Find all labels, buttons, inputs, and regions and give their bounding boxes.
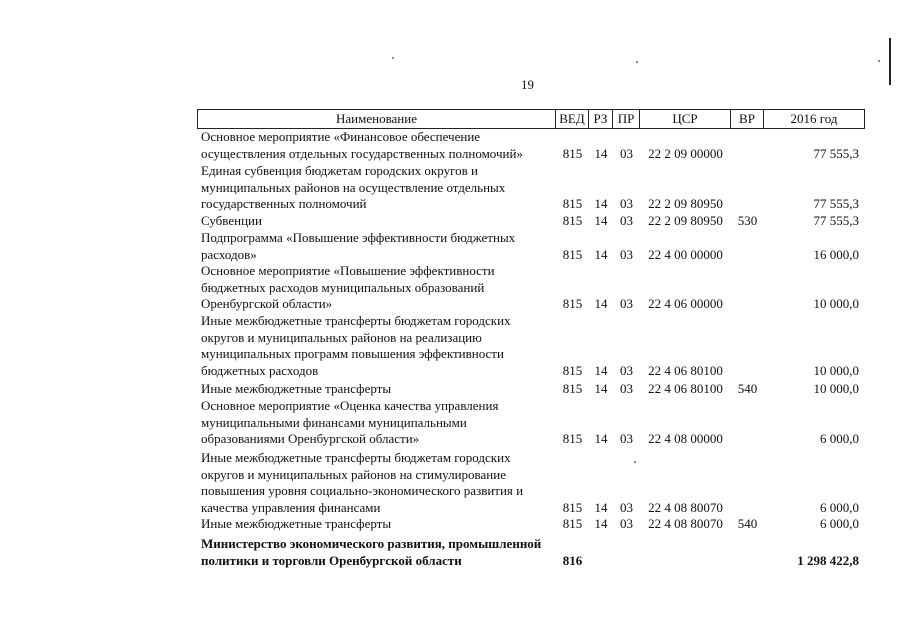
row-ved: 815 (562, 381, 583, 396)
row-pr: 03 (620, 145, 633, 161)
row-csr: 22 2 09 80950 (648, 196, 723, 212)
row-name-line: Оренбургской области» (201, 296, 333, 312)
row-vr: 530 (737, 213, 758, 228)
row-amount: 77 555,3 (813, 196, 859, 212)
row-csr: 22 4 08 80070 (648, 500, 723, 516)
row-name-line: Иные межбюджетные трансферты (201, 516, 392, 531)
row-ved: 815 (562, 145, 583, 161)
row-name-line: муниципальных программ повышения эффективности (201, 346, 504, 362)
row-pr: 03 (620, 363, 633, 379)
row-pr: 03 (620, 296, 633, 312)
row-csr: 22 2 09 00000 (648, 145, 723, 161)
row-pr: 03 (620, 213, 633, 228)
row-pr: 03 (620, 381, 633, 396)
row-csr: 22 4 08 80070 (648, 516, 723, 531)
header-year: 2016 год (764, 109, 865, 129)
row-rz: 14 (594, 363, 608, 379)
header-ved: ВЕД (556, 109, 589, 129)
row-ved: 815 (562, 363, 583, 379)
row-amount: 10 000,0 (813, 381, 859, 396)
row-name-line: Иные межбюджетные трансферты (201, 381, 392, 396)
row-pr: 03 (620, 431, 633, 447)
row-amount: 6 000,0 (820, 431, 859, 447)
row-csr: 22 4 00 00000 (648, 246, 723, 262)
scan-speck (878, 60, 880, 62)
row-amount: 10 000,0 (813, 363, 859, 379)
row-name-line: Субвенции (201, 213, 262, 228)
scan-speck (392, 57, 394, 59)
row-rz: 14 (594, 213, 608, 228)
row-name-line: осуществления отдельных государственных полномочий» (201, 145, 523, 161)
row-amount: 10 000,0 (813, 296, 859, 312)
row-csr: 22 2 09 80950 (648, 213, 723, 228)
row-ved: 815 (562, 213, 583, 228)
row-ved: 815 (562, 196, 583, 212)
row-amount: 6 000,0 (820, 516, 859, 531)
row-ved: 816 (562, 552, 583, 568)
row-ved: 815 (562, 500, 583, 516)
row-name-line: бюджетных расходов муниципальных образований (201, 279, 485, 295)
row-name-line: Иные межбюджетные трансферты бюджетам городских (201, 313, 511, 328)
row-name-line: Подпрограмма «Повышение эффективности бюджетных (201, 230, 516, 245)
scan-speck (634, 461, 636, 463)
row-rz: 14 (594, 246, 608, 262)
row-pr: 03 (620, 246, 633, 262)
header-name: Наименование (197, 109, 556, 129)
row-rz: 14 (594, 296, 608, 312)
row-rz: 14 (594, 196, 608, 212)
row-name-line: муниципальными финансами муниципальными (201, 414, 467, 430)
row-ved: 815 (562, 431, 583, 447)
row-amount: 6 000,0 (820, 500, 859, 516)
header-csr: ЦСР (640, 109, 731, 129)
row-rz: 14 (594, 145, 608, 161)
header-rz: РЗ (589, 109, 613, 129)
row-name-line: расходов» (201, 246, 257, 262)
row-name-line: политики и торговли Оренбургской области (201, 552, 462, 568)
row-name-line: Иные межбюджетные трансферты бюджетам городских (201, 450, 511, 465)
row-amount: 77 555,3 (813, 213, 859, 228)
row-name-line: Основное мероприятие «Повышение эффективности (201, 263, 495, 278)
row-pr: 03 (620, 516, 633, 531)
row-name-line: Министерство экономического развития, промышленной (201, 536, 542, 551)
row-pr: 03 (620, 196, 633, 212)
row-name-line: государственных полномочий (201, 196, 367, 212)
row-name-line: муниципальных районов на осуществление отдельных (201, 179, 506, 195)
row-name-line: повышения уровня социально-экономического развития и (201, 483, 524, 499)
row-csr: 22 4 08 00000 (648, 431, 723, 447)
row-name-line: Основное мероприятие «Оценка качества управления (201, 398, 499, 413)
row-csr: 22 4 06 00000 (648, 296, 723, 312)
scan-speck (636, 61, 638, 63)
row-csr: 22 4 06 80100 (648, 363, 723, 379)
row-name-line: образованиями Оренбургской области» (201, 431, 420, 447)
row-amount: 16 000,0 (813, 246, 859, 262)
row-vr: 540 (737, 381, 758, 396)
header-vr: ВР (731, 109, 764, 129)
row-rz: 14 (594, 431, 608, 447)
row-ved: 815 (562, 516, 583, 531)
row-rz: 14 (594, 500, 608, 516)
row-name-line: Основное мероприятие «Финансовое обеспечение (201, 129, 481, 144)
row-csr: 22 4 06 80100 (648, 381, 723, 396)
row-rz: 14 (594, 381, 608, 396)
row-name-line: бюджетных расходов (201, 363, 319, 379)
row-rz: 14 (594, 516, 608, 531)
row-vr: 540 (737, 516, 758, 531)
header-pr: ПР (613, 109, 640, 129)
row-pr: 03 (620, 500, 633, 516)
row-name-line: округов и муниципальных районов на реализацию (201, 329, 482, 345)
row-name-line: округов и муниципальных районов на стимулирование (201, 466, 506, 482)
row-name-line: Единая субвенция бюджетам городских округов и (201, 163, 478, 178)
page-number: 19 (521, 77, 534, 92)
row-name-line: качества управления финансами (201, 500, 381, 516)
row-amount: 1 298 422,8 (797, 552, 859, 568)
row-amount: 77 555,3 (813, 145, 859, 161)
scan-edge-line (889, 38, 891, 85)
row-ved: 815 (562, 246, 583, 262)
row-ved: 815 (562, 296, 583, 312)
